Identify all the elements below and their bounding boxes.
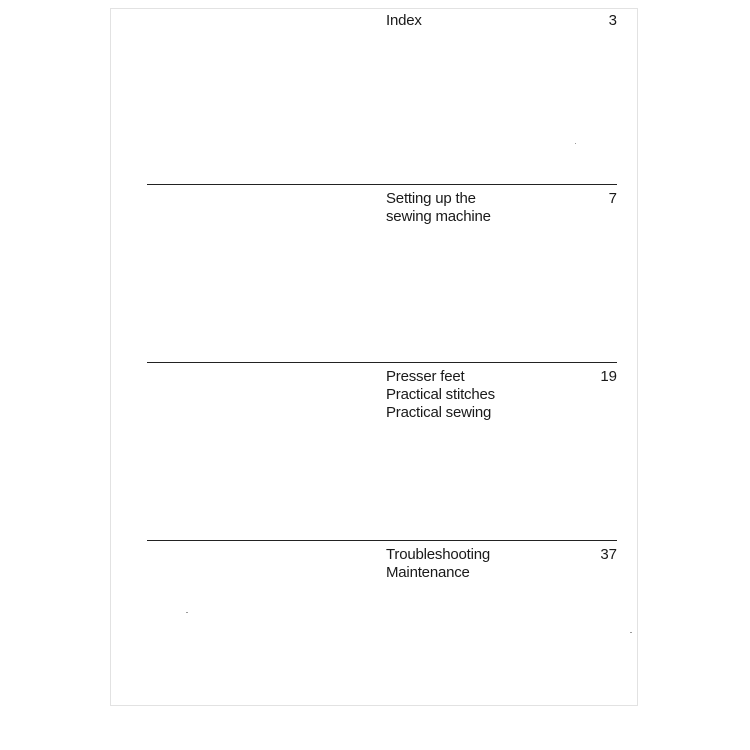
- scan-speck: [630, 632, 632, 633]
- toc-entry-title: Setting up the: [386, 190, 476, 207]
- toc-page-number: 3: [608, 12, 617, 29]
- toc-entry-title: Troubleshooting: [386, 546, 491, 563]
- section-divider: [147, 184, 617, 185]
- toc-entry-title: sewing machine: [386, 208, 491, 225]
- toc-page-number: 19: [600, 368, 617, 385]
- toc-entry-title: Practical sewing: [386, 404, 492, 421]
- scan-speck: [575, 143, 576, 144]
- toc-entry-title: Presser feet: [386, 368, 465, 385]
- toc-entry-troubleshooting: [386, 546, 490, 582]
- document-page: [110, 8, 638, 706]
- section-divider: [147, 540, 617, 541]
- toc-page-number: 7: [608, 190, 617, 207]
- toc-page-number: 37: [600, 546, 617, 563]
- toc-entry-title: Maintenance: [386, 564, 470, 581]
- toc-entry-presser-feet: [386, 368, 495, 422]
- toc-entry-title: Practical stitches: [386, 386, 495, 403]
- section-divider: [147, 362, 617, 363]
- scan-speck: [186, 612, 188, 613]
- toc-entry-title: Index: [386, 12, 422, 29]
- toc-entry-setting-up: [386, 190, 491, 226]
- toc-entry-index: [386, 12, 422, 30]
